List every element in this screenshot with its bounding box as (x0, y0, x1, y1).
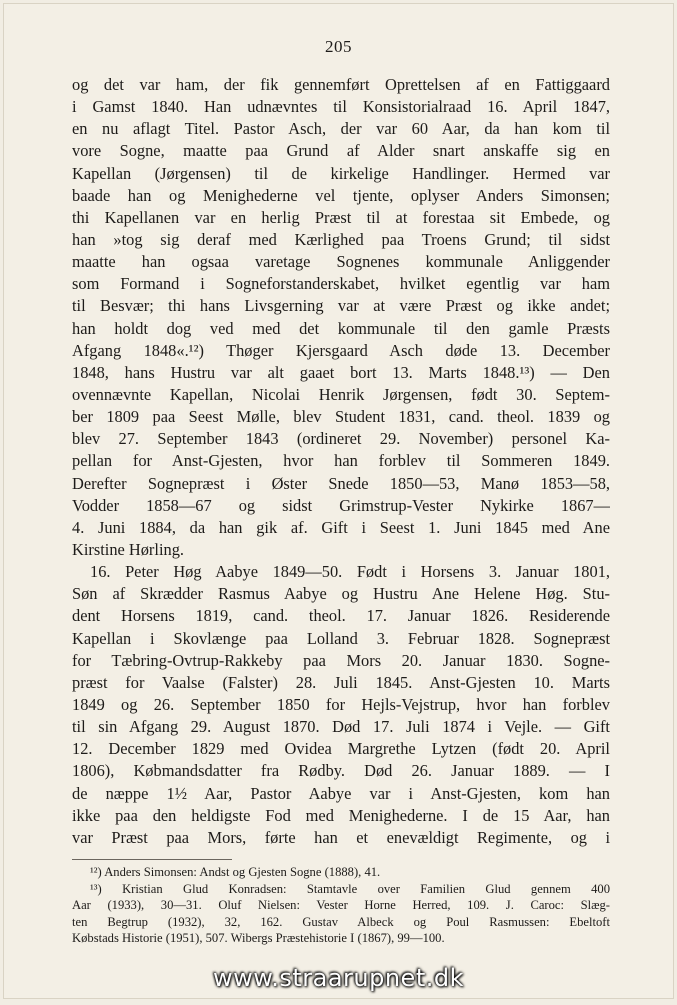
text-line: vore Sogne, maatte paa Grund af Alder snart anskaffe sig en (72, 141, 610, 161)
text-line: for Tæbring-Ovtrup-Rakkeby paa Mors 20. Januar 1830. Sogne- (72, 650, 610, 670)
text-line: Vodder 1858—67 og sidst Grimstrup-Vester Nykirke 1867— (72, 495, 610, 515)
footnotes (72, 864, 610, 947)
text-line: i Gamst 1840. Han udnævntes til Konsistorialraad 16. April 1847, (72, 97, 610, 117)
text-line: ikke paa den heldigste Fod med Menighederne. I de 15 Aar, han (72, 805, 610, 825)
text-line: blev 27. September 1843 (ordineret 29. November) personel Ka- (72, 429, 610, 449)
book-page (3, 3, 674, 999)
footnote-divider (72, 859, 232, 860)
text-line: baade han og Menighederne vel tjente, oplyser Anders Simonsen; (72, 185, 610, 205)
text-line: Kapellan i Skovlænge paa Lolland 3. Februar 1828. Sognepræst (72, 628, 610, 648)
text-line: han »tog sig deraf med Kærlighed paa Troens Grund; til sidst (72, 229, 610, 249)
text-line: en nu aflagt Titel. Pastor Asch, der var 60 Aar, da han kom til (72, 119, 610, 139)
text-line: 12. December 1829 med Ovidea Margrethe Lytzen (født 20. April (72, 739, 610, 759)
text-line: 1848, hans Hustru var alt gaaet bort 13. Marts 1848.¹³) — Den (72, 362, 610, 382)
footnote-line: ¹²) Anders Simonsen: Andst og Gjesten Sogne (1888), 41. (90, 865, 381, 879)
body-text (72, 74, 610, 849)
text-line: pellan for Anst-Gjesten, hvor han forblev til Sommeren 1849. (72, 451, 610, 471)
text-line: de næppe 1½ Aar, Pastor Aabye var i Anst-Gjesten, kom han (72, 783, 610, 803)
page-number: 205 (325, 37, 352, 56)
text-line: var Præst paa Mors, førte han et enevældigt Regimente, og i (72, 827, 610, 847)
text-line: Derefter Sognepræst i Øster Snede 1850—53, Manø 1853—58, (72, 473, 610, 493)
text-line: Kapellan (Jørgensen) til de kirkelige Handlinger. Hermed var (72, 163, 610, 183)
footnote-line: ¹³) Kristian Glud Konradsen: Stamtavle over Familien Glud gennem 400 (90, 881, 610, 896)
footnote-line: Aar (1933), 30—31. Oluf Nielsen: Vester Horne Herred, 109. J. Caroc: Slæg- (72, 898, 610, 913)
text-line: til Besvær; thi hans Livsgerning var at være Præst og ikke andet; (72, 296, 610, 316)
text-line-paragraph-end: Kirstine Hørling. (72, 539, 184, 559)
text-line: han holdt dog ved med det kommunale til den gamle Præsts (72, 318, 610, 338)
text-line: dent Horsens 1819, cand. theol. 17. Januar 1826. Residerende (72, 606, 610, 626)
text-line: Afgang 1848«.¹²) Thøger Kjersgaard Asch døde 13. December (72, 340, 610, 360)
text-line: 1806), Købmandsdatter fra Rødby. Død 26. Januar 1889. — I (72, 761, 610, 781)
text-line: Søn af Skrædder Rasmus Aabye og Hustru Ane Helene Høg. Stu- (72, 584, 610, 604)
website-watermark: www.straarupnet.dk (213, 964, 464, 992)
text-line: præst for Vaalse (Falster) 28. Juli 1845. Anst-Gjesten 10. Marts (72, 672, 610, 692)
text-line: 1849 og 26. September 1850 for Hejls-Vejstrup, hvor han forblev (72, 694, 610, 714)
text-line: 4. Juni 1884, da han gik af. Gift i Seest 1. Juni 1845 med Ane (72, 517, 610, 537)
footnote-line: ten Begtrup (1932), 32, 162. Gustav Albeck og Poul Rasmussen: Ebeltoft (72, 914, 610, 929)
text-line: ovennævnte Kapellan, Nicolai Henrik Jørgensen, født 30. Septem- (72, 384, 610, 404)
text-line: og det var ham, der fik gennemført Oprettelsen af en Fattiggaard (72, 75, 610, 94)
text-line: ber 1809 paa Seest Mølle, blev Student 1831, cand. theol. 1839 og (72, 407, 610, 427)
text-line-paragraph-start: 16. Peter Høg Aabye 1849—50. Født i Horsens 3. Januar 1801, (90, 562, 610, 582)
text-line: maatte han ogsaa varetage Sognenes kommunale Anliggender (72, 252, 610, 272)
text-line: thi Kapellanen var en herlig Præst til at forestaa sit Embede, og (72, 207, 610, 227)
text-line: til sin Afgang 29. August 1870. Død 17. Juli 1874 i Vejle. — Gift (72, 717, 610, 737)
text-line: som Formand i Sogneforstanderskabet, hvilket egentlig var ham (72, 274, 610, 294)
footnote-line: Købstads Historie (1951), 507. Wibergs Præstehistorie I (1867), 99—100. (72, 931, 445, 946)
